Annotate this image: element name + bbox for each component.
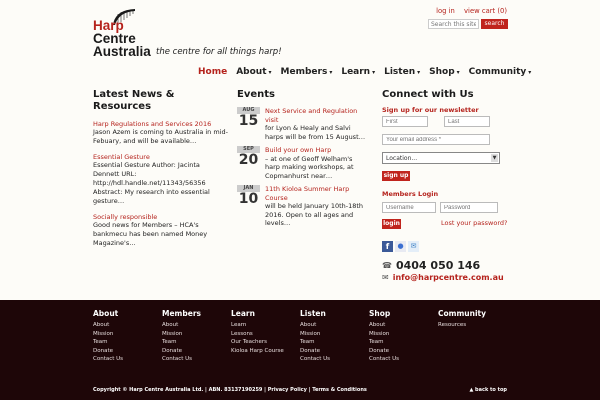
nav-home[interactable] xyxy=(198,67,227,77)
event-title[interactable]: Build your own Harp xyxy=(265,146,332,154)
footer-column-title[interactable]: Members xyxy=(162,309,201,318)
tagline: the centre for all things harp! xyxy=(156,47,282,57)
members-login-label: Members Login xyxy=(382,190,439,198)
footer-link[interactable]: Kioloa Harp Course xyxy=(231,347,284,354)
footer-column-title[interactable]: About xyxy=(93,309,119,318)
chevron-down-icon: ▼ xyxy=(492,155,497,161)
first-name-input[interactable] xyxy=(382,116,428,127)
footer-link[interactable]: About xyxy=(300,322,317,328)
nav-listen[interactable] xyxy=(384,67,420,77)
chevron-down-icon: ▾ xyxy=(372,69,376,76)
email-field[interactable] xyxy=(382,134,490,145)
nav-label: About xyxy=(236,67,267,77)
event-day: 10 xyxy=(238,191,259,207)
utility-links xyxy=(429,7,507,15)
events-section xyxy=(237,89,367,228)
logo-line-1: Harp xyxy=(93,18,124,33)
chevron-down-icon: ▾ xyxy=(268,69,272,76)
footer-link[interactable]: Team xyxy=(162,339,177,345)
envelope-icon: ✉ xyxy=(382,273,389,282)
nav-label: Shop xyxy=(429,67,455,77)
event-item xyxy=(237,107,367,141)
footer-link[interactable]: Donate xyxy=(93,347,113,354)
logo-line-3: Australia xyxy=(93,44,151,59)
footer-link[interactable]: Contact Us xyxy=(369,356,400,362)
event-item xyxy=(237,146,367,180)
footer-link[interactable]: Mission xyxy=(162,330,183,337)
copyright-text: Copyright © Harp Centre Australia Ltd. | ABN. 83137190259 | Privacy Policy | Terms & Conditions xyxy=(93,387,367,393)
chevron-down-icon: ▾ xyxy=(456,69,460,76)
newsletter-label: Sign up for our newsletter xyxy=(382,106,479,114)
event-day: 15 xyxy=(238,113,259,129)
footer-link[interactable]: Resources xyxy=(438,322,467,328)
footer-column xyxy=(93,309,123,364)
event-item xyxy=(237,185,367,228)
phone-row xyxy=(382,259,480,272)
nav-members[interactable] xyxy=(281,67,333,77)
footer-link[interactable]: Team xyxy=(93,339,108,345)
lost-password-link[interactable]: Lost your password? xyxy=(441,219,508,227)
footer-link[interactable]: Team xyxy=(369,339,384,345)
footer-link[interactable]: Our Teachers xyxy=(231,339,268,345)
nav-label: Members xyxy=(280,67,328,77)
last-name-input[interactable] xyxy=(444,116,490,127)
footer-column xyxy=(438,309,486,330)
email-link[interactable]: info@harpcentre.com.au xyxy=(392,273,504,282)
login-button[interactable]: login xyxy=(383,220,400,227)
footer-link[interactable]: Mission xyxy=(93,330,114,337)
phone-icon: ☎ xyxy=(382,261,392,270)
news-item-title[interactable]: Harp Regulations and Services 2016 xyxy=(93,120,212,128)
footer-column xyxy=(231,309,284,355)
view-cart-link[interactable]: view cart (0) xyxy=(464,7,507,15)
news-section xyxy=(93,89,228,248)
news-item xyxy=(93,213,228,248)
social-links xyxy=(382,241,421,252)
event-date xyxy=(237,107,260,141)
news-item xyxy=(93,153,228,206)
footer-link[interactable]: Contact Us xyxy=(162,356,193,362)
footer-link[interactable]: Team xyxy=(300,339,315,345)
nav-shop[interactable] xyxy=(429,67,460,77)
chevron-down-icon: ▾ xyxy=(329,69,333,76)
news-item-excerpt: Essential Gesture Author: Jacinta Dennett URL: http://hdl.handle.net/11343/56356 Abstract: My research into essential gesture… xyxy=(93,161,210,205)
event-title[interactable]: 11th Kioloa Summer Harp Course xyxy=(265,185,350,202)
footer-column-title[interactable]: Community xyxy=(438,309,487,318)
footer-link[interactable]: About xyxy=(162,322,179,328)
footer-link[interactable]: Learn xyxy=(231,322,247,328)
chevron-down-icon: ▾ xyxy=(528,69,532,76)
main-nav xyxy=(198,67,531,77)
login-link[interactable]: log in xyxy=(436,7,455,15)
nav-learn[interactable] xyxy=(341,67,375,77)
event-month: JAN xyxy=(237,185,260,192)
event-excerpt: – at one of Geoff Welham's harp making workshops, at Copmanhurst near… xyxy=(265,154,354,180)
flickr-icon[interactable]: ● xyxy=(395,241,406,252)
password-input[interactable] xyxy=(440,202,498,213)
site-logo[interactable] xyxy=(93,10,151,59)
facebook-icon[interactable]: f xyxy=(382,241,393,252)
nav-about[interactable] xyxy=(236,67,271,77)
event-date xyxy=(237,185,260,228)
news-item xyxy=(93,120,228,146)
footer-link[interactable]: Contact Us xyxy=(93,356,124,362)
username-input[interactable] xyxy=(382,202,436,213)
search-button[interactable]: search xyxy=(481,19,508,29)
location-value: Location... xyxy=(386,155,418,162)
news-item-title[interactable]: Essential Gesture xyxy=(93,153,150,161)
event-excerpt: will be held January 10th-18th 2016. Open to all ages and levels… xyxy=(265,202,364,227)
footer-link[interactable]: About xyxy=(369,322,386,328)
footer-link[interactable]: Donate xyxy=(369,347,389,354)
location-select[interactable] xyxy=(382,152,500,164)
signup-button[interactable]: sign up xyxy=(383,172,409,179)
footer-column xyxy=(162,309,201,364)
back-to-top-link[interactable]: ▲ back to top xyxy=(469,387,507,393)
event-date xyxy=(237,146,260,180)
footer-column xyxy=(369,309,399,364)
news-item-excerpt: Good news for Members – HCA's bankmecu has been named Money Magazine's… xyxy=(93,221,208,247)
phone-number[interactable]: 0404 050 146 xyxy=(395,259,481,272)
footer-column-title[interactable]: Shop xyxy=(369,309,391,318)
nav-label: Learn xyxy=(341,67,371,77)
footer-column-title[interactable]: Learn xyxy=(231,309,255,318)
event-month: SEP xyxy=(237,146,260,153)
event-excerpt: for Lyon & Healy and Salvi harps will be from 15 August… xyxy=(265,124,366,141)
search-input[interactable] xyxy=(428,19,479,29)
footer-link[interactable]: Donate xyxy=(162,347,182,354)
nav-label: Home xyxy=(198,67,228,77)
connect-heading: Connect with Us xyxy=(382,89,474,100)
chevron-down-icon: ▾ xyxy=(417,69,421,76)
news-heading: Latest News & Resources xyxy=(93,89,175,112)
connect-section xyxy=(382,89,508,289)
footer-link[interactable]: About xyxy=(93,322,110,328)
footer-link[interactable]: Mission xyxy=(369,330,390,337)
nav-label: Community xyxy=(468,67,527,77)
event-month: AUG xyxy=(237,107,260,114)
nav-label: Listen xyxy=(384,67,416,77)
footer-link[interactable]: Mission xyxy=(300,330,321,337)
news-item-excerpt: Jason Azem is coming to Australia in mid-Febuary, and will be available… xyxy=(93,128,228,145)
events-heading: Events xyxy=(237,89,275,100)
site-footer xyxy=(0,300,600,400)
footer-column xyxy=(300,309,330,364)
footer-link[interactable]: Contact Us xyxy=(300,356,331,362)
mail-icon[interactable]: ✉ xyxy=(408,241,419,252)
logo-line-2: Centre xyxy=(93,31,136,46)
footer-link[interactable]: Donate xyxy=(300,347,320,354)
news-item-title[interactable]: Socially responsible xyxy=(93,213,158,221)
email-row xyxy=(382,273,504,282)
footer-link[interactable]: Lessons xyxy=(231,330,253,337)
nav-community[interactable] xyxy=(469,67,532,77)
event-day: 20 xyxy=(238,152,259,168)
footer-column-title[interactable]: Listen xyxy=(300,309,326,318)
event-title[interactable]: Next Service and Regulation visit xyxy=(265,107,358,124)
